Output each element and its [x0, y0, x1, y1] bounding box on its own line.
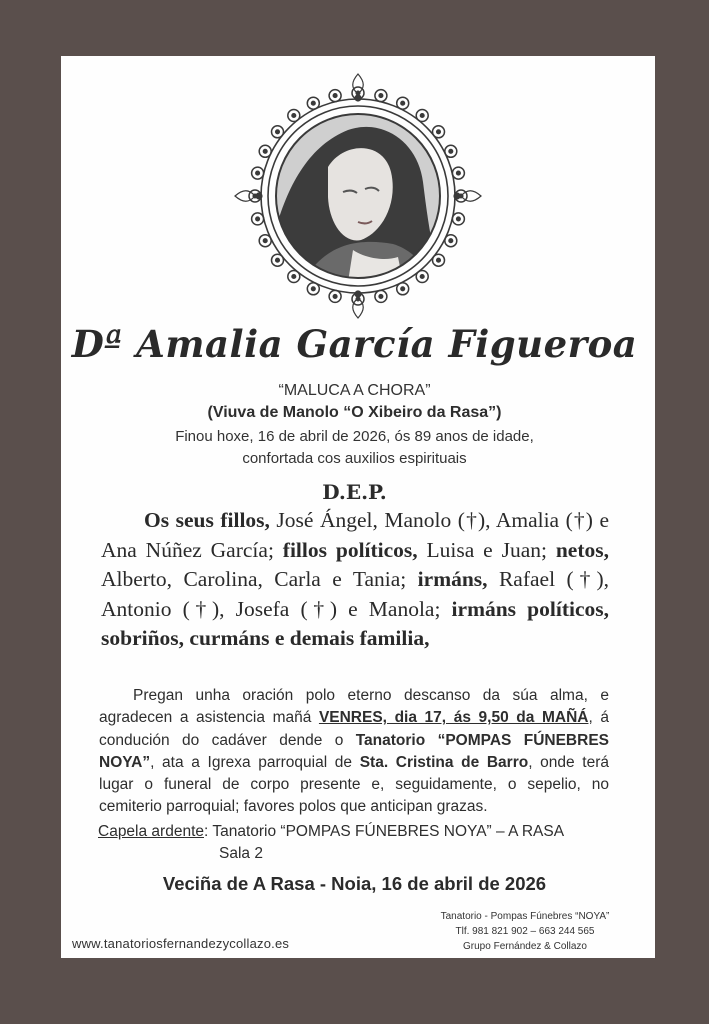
- widow-of: (Viuva de Manolo “O Xibeiro da Rasa”): [207, 404, 502, 421]
- footer-group: Grupo Fernández & Collazo: [463, 941, 587, 952]
- prayer-text-4: , onde terá lugar o funeral de corpo presente e, seguidamente, o sepelio, no cemiterio parroquial; favores polos que anticipan grazas.: [99, 753, 609, 816]
- death-details: Finou hoxe, 16 de abril de 2026, ós 89 anos de idade,: [175, 428, 534, 445]
- funeral-datetime: VENRES, dia 17, ás 9,50 da MAÑÁ: [318, 709, 589, 727]
- footer-phone: Tlf. 981 821 902 – 663 244 565: [455, 926, 595, 937]
- family-paragraph: [101, 506, 609, 654]
- rip-heading: D.E.P.: [322, 480, 387, 504]
- family-others-label: irmáns políticos, sobriños, curmáns e demais familia,: [101, 596, 609, 650]
- death-details-2: confortada cos auxilios espirituais: [242, 450, 467, 467]
- prayer-text-1: Pregan unha oración polo eterno descanso da súa alma, e agradecen a asistencia mañá: [99, 687, 609, 727]
- prayer-paragraph: [99, 685, 609, 819]
- family-siblings-names: Rafael (†), Antonio (†), Josefa (†) e Manola;: [101, 567, 610, 621]
- footer-company: Tanatorio - Pompas Fúnebres “NOYA”: [440, 911, 610, 922]
- family-grandchildren-names: Alberto, Carolina, Carla e Tania;: [101, 567, 418, 591]
- funeral-home: Tanatorio “POMPAS FÚNEBRES NOYA”: [99, 731, 609, 771]
- chapel-line: [98, 823, 564, 841]
- chapel-value: : Tanatorio “POMPAS FÚNEBRES NOYA” – A RASA: [204, 823, 565, 840]
- deceased-name: Dª Amalia García Figueroa: [71, 322, 638, 366]
- family-siblings-label: irmáns,: [417, 567, 488, 591]
- nickname: “MALUCA A CHORA”: [278, 382, 431, 399]
- church-name: Sta. Cristina de Barro: [359, 753, 529, 771]
- family-inlaws-label: fillos políticos,: [282, 537, 418, 562]
- prayer-text-3: , ata a Igrexa parroquial de: [150, 753, 360, 771]
- family-grandchildren-label: netos,: [555, 537, 609, 562]
- website-link[interactable]: www.tanatoriosfernandezycollazo.es: [72, 936, 290, 951]
- virgin-mary-medallion-icon: [233, 72, 483, 322]
- family-sons-names: José Ángel, Manolo (†), Amalia (†) e Ana Núñez García;: [101, 508, 609, 562]
- family-inlaws-names: Luisa e Juan;: [417, 537, 556, 562]
- prayer-text-2: , á condución do cadáver dende o: [99, 709, 609, 749]
- place-date: Veciña de A Rasa - Noia, 16 de abril de 2026: [162, 873, 547, 894]
- chapel-label: Capela ardente: [98, 823, 204, 840]
- family-sons-label: Os seus fillos,: [144, 508, 270, 532]
- chapel-room: Sala 2: [219, 845, 263, 862]
